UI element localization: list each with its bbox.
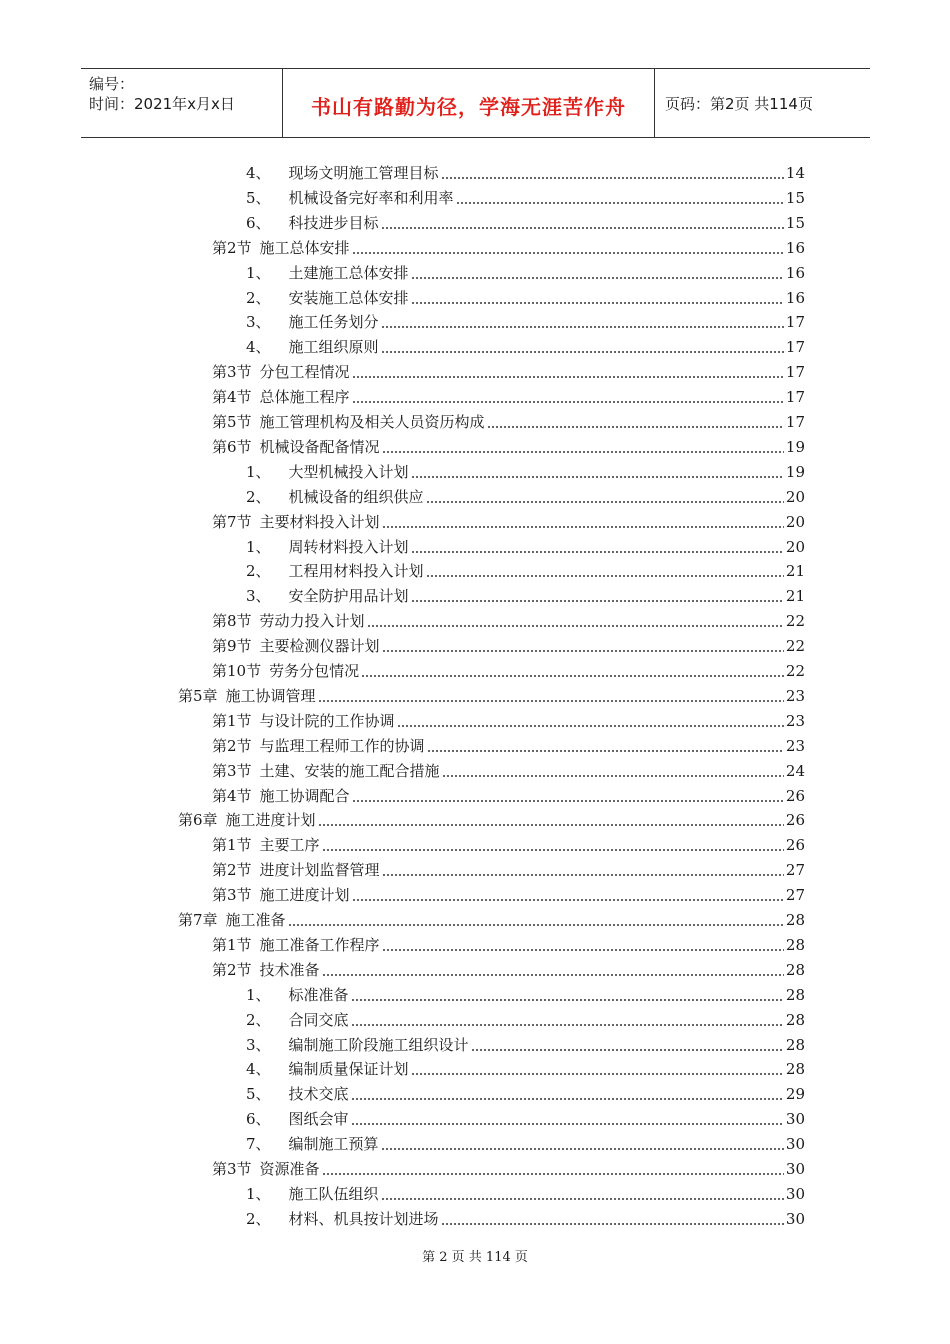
toc-dot-leader xyxy=(426,575,784,577)
toc-dot-leader xyxy=(411,277,784,279)
toc-entry-page: 22 xyxy=(785,612,805,630)
toc-entry-title: 资源准备 xyxy=(259,1160,320,1178)
toc-entry-title: 施工组织原则 xyxy=(288,338,379,356)
toc-dot-leader xyxy=(411,1073,784,1075)
toc-entry-number: 第3节 xyxy=(212,363,252,381)
toc-dot-leader xyxy=(487,426,784,428)
toc-dot-leader xyxy=(441,1223,784,1225)
toc-entry-number: 2、 xyxy=(246,562,271,580)
toc-entry[interactable] xyxy=(178,805,805,829)
toc-entry-title: 现场文明施工管理目标 xyxy=(288,164,439,182)
toc-entry[interactable] xyxy=(212,233,805,257)
toc-entry-number: 第2节 xyxy=(212,737,252,755)
toc-dot-leader xyxy=(382,650,784,652)
header-motto-cell xyxy=(282,69,655,137)
toc-dot-leader xyxy=(441,177,784,179)
toc-entry-title: 施工总体安排 xyxy=(259,239,350,257)
toc-entry[interactable] xyxy=(212,880,805,904)
toc-entry-number: 第2节 xyxy=(212,961,252,979)
toc-entry-title: 与设计院的工作协调 xyxy=(259,712,395,730)
toc-dot-leader xyxy=(381,1148,784,1150)
toc-entry-page: 30 xyxy=(785,1110,805,1128)
toc-entry-title: 机械设备配备情况 xyxy=(259,438,380,456)
toc-entry-number: 第3节 xyxy=(212,762,252,780)
toc-entry-title: 土建、安装的施工配合措施 xyxy=(259,762,440,780)
toc-entry[interactable] xyxy=(212,731,805,755)
toc-dot-leader xyxy=(288,924,784,926)
page-header xyxy=(81,68,870,138)
toc-entry-number: 第10节 xyxy=(212,662,262,680)
toc-entry-number: 6、 xyxy=(246,1110,271,1128)
toc-entry-title: 土建施工总体安排 xyxy=(288,264,409,282)
toc-dot-leader xyxy=(426,501,784,503)
toc-dot-leader xyxy=(381,1198,784,1200)
header-page-cell xyxy=(655,69,870,137)
toc-entry-page: 20 xyxy=(785,538,805,556)
toc-entry-title: 主要检测仪器计划 xyxy=(259,637,380,655)
toc-entry-title: 施工管理机构及相关人员资历构成 xyxy=(259,413,485,431)
toc-entry-number: 2、 xyxy=(246,1210,271,1228)
toc-entry[interactable] xyxy=(246,1179,805,1203)
toc-entry-page: 27 xyxy=(785,861,805,879)
toc-dot-leader xyxy=(361,675,784,677)
toc-entry-number: 4、 xyxy=(246,1060,271,1078)
toc-entry[interactable] xyxy=(246,332,805,356)
toc-entry-page: 17 xyxy=(785,413,805,431)
toc-dot-leader xyxy=(382,874,784,876)
toc-entry-title: 技术交底 xyxy=(288,1085,349,1103)
toc-dot-leader xyxy=(381,326,784,328)
header-motto: 书山有路勤为径，学海无涯苦作舟 xyxy=(311,94,626,119)
toc-entry[interactable] xyxy=(212,1154,805,1178)
toc-entry[interactable] xyxy=(246,1204,805,1228)
toc-entry[interactable] xyxy=(246,258,805,282)
toc-entry-number: 第3节 xyxy=(212,1160,252,1178)
document-date: 时间：2021年x月x日 xyxy=(89,95,235,113)
toc-entry-title: 图纸会审 xyxy=(288,1110,349,1128)
toc-entry-title: 大型机械投入计划 xyxy=(288,463,409,481)
toc-dot-leader xyxy=(381,351,784,353)
toc-entry-number: 1、 xyxy=(246,986,271,1004)
toc-entry-number: 第6节 xyxy=(212,438,252,456)
toc-entry[interactable] xyxy=(212,955,805,979)
toc-entry[interactable] xyxy=(212,830,805,854)
toc-entry[interactable] xyxy=(246,307,805,331)
toc-entry-title: 施工队伍组织 xyxy=(288,1185,379,1203)
toc-entry[interactable] xyxy=(212,631,805,655)
toc-entry-title: 总体施工程序 xyxy=(259,388,350,406)
toc-entry-title: 施工进度计划 xyxy=(259,886,350,904)
toc-entry-page: 22 xyxy=(785,637,805,655)
toc-entry-page: 17 xyxy=(785,313,805,331)
toc-entry-title: 劳务分包情况 xyxy=(269,662,360,680)
toc-entry-page: 24 xyxy=(785,762,805,780)
toc-entry-page: 17 xyxy=(785,338,805,356)
toc-entry-number: 第2节 xyxy=(212,239,252,257)
toc-entry-number: 5、 xyxy=(246,189,271,207)
toc-dot-leader xyxy=(351,999,784,1001)
toc-entry-page: 28 xyxy=(785,1060,805,1078)
toc-entry-number: 3、 xyxy=(246,313,271,331)
toc-entry[interactable] xyxy=(246,482,805,506)
toc-entry-page: 30 xyxy=(785,1185,805,1203)
toc-dot-leader xyxy=(322,974,784,976)
toc-dot-leader xyxy=(352,252,784,254)
toc-entry-number: 第2节 xyxy=(212,861,252,879)
toc-entry[interactable] xyxy=(212,656,805,680)
toc-entry-title: 周转材料投入计划 xyxy=(288,538,409,556)
toc-entry[interactable] xyxy=(178,681,805,705)
toc-dot-leader xyxy=(471,1049,784,1051)
toc-entry-title: 编制施工预算 xyxy=(288,1135,379,1153)
toc-entry-title: 材料、机具按计划进场 xyxy=(288,1210,439,1228)
toc-entry-title: 主要工序 xyxy=(259,836,320,854)
toc-dot-leader xyxy=(381,227,784,229)
toc-entry-title: 施工进度计划 xyxy=(225,811,316,829)
toc-entry-page: 16 xyxy=(785,264,805,282)
toc-entry-page: 17 xyxy=(785,388,805,406)
toc-entry-number: 1、 xyxy=(246,538,271,556)
toc-entry[interactable] xyxy=(212,756,805,780)
toc-entry-number: 第1节 xyxy=(212,712,252,730)
toc-dot-leader xyxy=(382,526,784,528)
toc-entry-number: 第7章 xyxy=(178,911,218,929)
toc-dot-leader xyxy=(322,1173,784,1175)
toc-dot-leader xyxy=(411,551,784,553)
toc-entry-title: 进度计划监督管理 xyxy=(259,861,380,879)
toc-entry-number: 1、 xyxy=(246,264,271,282)
toc-dot-leader xyxy=(411,476,784,478)
toc-entry-number: 4、 xyxy=(246,164,271,182)
toc-entry[interactable] xyxy=(212,606,805,630)
toc-entry-title: 劳动力投入计划 xyxy=(259,612,365,630)
footer-page-number: 第 2 页 共 114 页 xyxy=(422,1250,528,1265)
toc-entry[interactable] xyxy=(212,781,805,805)
toc-entry[interactable] xyxy=(246,283,805,307)
toc-entry-number: 2、 xyxy=(246,289,271,307)
toc-entry[interactable] xyxy=(246,158,805,182)
toc-entry[interactable] xyxy=(246,183,805,207)
toc-entry-title: 安全防护用品计划 xyxy=(288,587,409,605)
toc-dot-leader xyxy=(456,202,784,204)
toc-entry-number: 第8节 xyxy=(212,612,252,630)
toc-entry-page: 19 xyxy=(785,438,805,456)
toc-entry-title: 编制质量保证计划 xyxy=(288,1060,409,1078)
toc-entry-page: 28 xyxy=(785,986,805,1004)
toc-dot-leader xyxy=(427,750,784,752)
toc-entry[interactable] xyxy=(212,382,805,406)
toc-entry-page: 19 xyxy=(785,463,805,481)
toc-entry-page: 28 xyxy=(785,1011,805,1029)
toc-entry-page: 16 xyxy=(785,239,805,257)
header-left-cell xyxy=(81,69,281,137)
toc-entry-page: 16 xyxy=(785,289,805,307)
toc-dot-leader xyxy=(351,1024,784,1026)
toc-entry-page: 26 xyxy=(785,787,805,805)
toc-entry-number: 第1节 xyxy=(212,836,252,854)
toc-entry-title: 机械设备完好率和利用率 xyxy=(288,189,454,207)
toc-entry[interactable] xyxy=(246,1005,805,1029)
toc-entry-page: 20 xyxy=(785,513,805,531)
toc-entry-page: 21 xyxy=(785,562,805,580)
toc-entry-page: 21 xyxy=(785,587,805,605)
header-page-info: 页码：第2页 共114页 xyxy=(665,94,813,113)
toc-dot-leader xyxy=(351,1098,784,1100)
toc-entry-page: 30 xyxy=(785,1160,805,1178)
toc-entry[interactable] xyxy=(212,706,805,730)
toc-entry-number: 6、 xyxy=(246,214,271,232)
toc-entry-title: 施工准备工作程序 xyxy=(259,936,380,954)
toc-entry-title: 施工准备 xyxy=(225,911,286,929)
toc-entry-page: 28 xyxy=(785,911,805,929)
toc-dot-leader xyxy=(352,401,784,403)
toc-entry[interactable] xyxy=(246,208,805,232)
toc-entry-number: 第4节 xyxy=(212,787,252,805)
toc-dot-leader xyxy=(442,775,784,777)
toc-entry-number: 3、 xyxy=(246,1036,271,1054)
toc-entry-number: 第7节 xyxy=(212,513,252,531)
toc-entry-page: 22 xyxy=(785,662,805,680)
toc-entry-page: 15 xyxy=(785,214,805,232)
toc-entry-page: 27 xyxy=(785,886,805,904)
toc-entry-page: 28 xyxy=(785,961,805,979)
toc-entry-number: 2、 xyxy=(246,1011,271,1029)
toc-entry[interactable] xyxy=(246,1054,805,1078)
toc-entry-number: 第5章 xyxy=(178,687,218,705)
toc-entry-page: 30 xyxy=(785,1210,805,1228)
toc-entry-page: 29 xyxy=(785,1085,805,1103)
toc-entry-number: 第9节 xyxy=(212,637,252,655)
toc-entry[interactable] xyxy=(212,432,805,456)
toc-entry-title: 施工协调配合 xyxy=(259,787,350,805)
toc-dot-leader xyxy=(397,725,784,727)
toc-entry-title: 技术准备 xyxy=(259,961,320,979)
toc-dot-leader xyxy=(367,625,784,627)
toc-dot-leader xyxy=(411,302,784,304)
toc-entry-number: 第3节 xyxy=(212,886,252,904)
toc-entry-page: 15 xyxy=(785,189,805,207)
toc-entry-page: 28 xyxy=(785,936,805,954)
toc-entry-page: 26 xyxy=(785,811,805,829)
toc-entry[interactable] xyxy=(212,930,805,954)
toc-entry-title: 安装施工总体安排 xyxy=(288,289,409,307)
toc-entry-page: 23 xyxy=(785,712,805,730)
toc-entry[interactable] xyxy=(212,855,805,879)
toc-entry[interactable] xyxy=(246,980,805,1004)
toc-entry[interactable] xyxy=(246,1079,805,1103)
toc-entry-title: 施工任务划分 xyxy=(288,313,379,331)
toc-entry[interactable] xyxy=(246,457,805,481)
toc-entry[interactable] xyxy=(246,1030,805,1054)
toc-entry-page: 23 xyxy=(785,687,805,705)
toc-entry-title: 主要材料投入计划 xyxy=(259,513,380,531)
toc-entry-title: 工程用材料投入计划 xyxy=(288,562,424,580)
toc-entry-title: 科技进步目标 xyxy=(288,214,379,232)
toc-entry-page: 23 xyxy=(785,737,805,755)
toc-entry-number: 第4节 xyxy=(212,388,252,406)
toc-entry-page: 17 xyxy=(785,363,805,381)
toc-entry-page: 28 xyxy=(785,1036,805,1054)
toc-dot-leader xyxy=(411,600,784,602)
toc-entry-number: 1、 xyxy=(246,1185,271,1203)
toc-dot-leader xyxy=(352,899,784,901)
toc-entry-number: 4、 xyxy=(246,338,271,356)
document-number-label: 编号： xyxy=(89,75,135,93)
toc-dot-leader xyxy=(352,376,784,378)
toc-entry[interactable] xyxy=(246,1104,805,1128)
toc-entry-number: 1、 xyxy=(246,463,271,481)
toc-entry-title: 机械设备的组织供应 xyxy=(288,488,424,506)
toc-entry-number: 2、 xyxy=(246,488,271,506)
toc-entry-number: 第1节 xyxy=(212,936,252,954)
toc-entry-number: 第6章 xyxy=(178,811,218,829)
toc-dot-leader xyxy=(382,451,784,453)
toc-entry[interactable] xyxy=(212,357,805,381)
toc-entry-number: 7、 xyxy=(246,1135,271,1153)
toc-entry-title: 合同交底 xyxy=(288,1011,349,1029)
toc-entry-title: 编制施工阶段施工组织设计 xyxy=(288,1036,469,1054)
toc-entry[interactable] xyxy=(246,581,805,605)
toc-entry[interactable] xyxy=(212,407,805,431)
toc-dot-leader xyxy=(318,700,784,702)
toc-entry-number: 5、 xyxy=(246,1085,271,1103)
toc-entry-page: 26 xyxy=(785,836,805,854)
toc-entry-title: 标准准备 xyxy=(288,986,349,1004)
toc-entry-title: 与监理工程师工作的协调 xyxy=(259,737,425,755)
toc-entry-title: 分包工程情况 xyxy=(259,363,350,381)
toc-entry-page: 20 xyxy=(785,488,805,506)
toc-entry[interactable] xyxy=(246,556,805,580)
toc-entry[interactable] xyxy=(246,532,805,556)
page-footer xyxy=(0,1246,950,1265)
toc-entry-number: 第5节 xyxy=(212,413,252,431)
toc-entry-page: 14 xyxy=(785,164,805,182)
toc-entry-number: 3、 xyxy=(246,587,271,605)
toc-dot-leader xyxy=(318,824,784,826)
toc-dot-leader xyxy=(322,849,784,851)
toc-dot-leader xyxy=(351,1123,784,1125)
toc-dot-leader xyxy=(382,949,784,951)
toc-entry[interactable] xyxy=(178,905,805,929)
toc-entry-page: 30 xyxy=(785,1135,805,1153)
toc-entry[interactable] xyxy=(212,507,805,531)
toc-dot-leader xyxy=(352,800,784,802)
toc-entry-title: 施工协调管理 xyxy=(225,687,316,705)
toc-entry[interactable] xyxy=(246,1129,805,1153)
